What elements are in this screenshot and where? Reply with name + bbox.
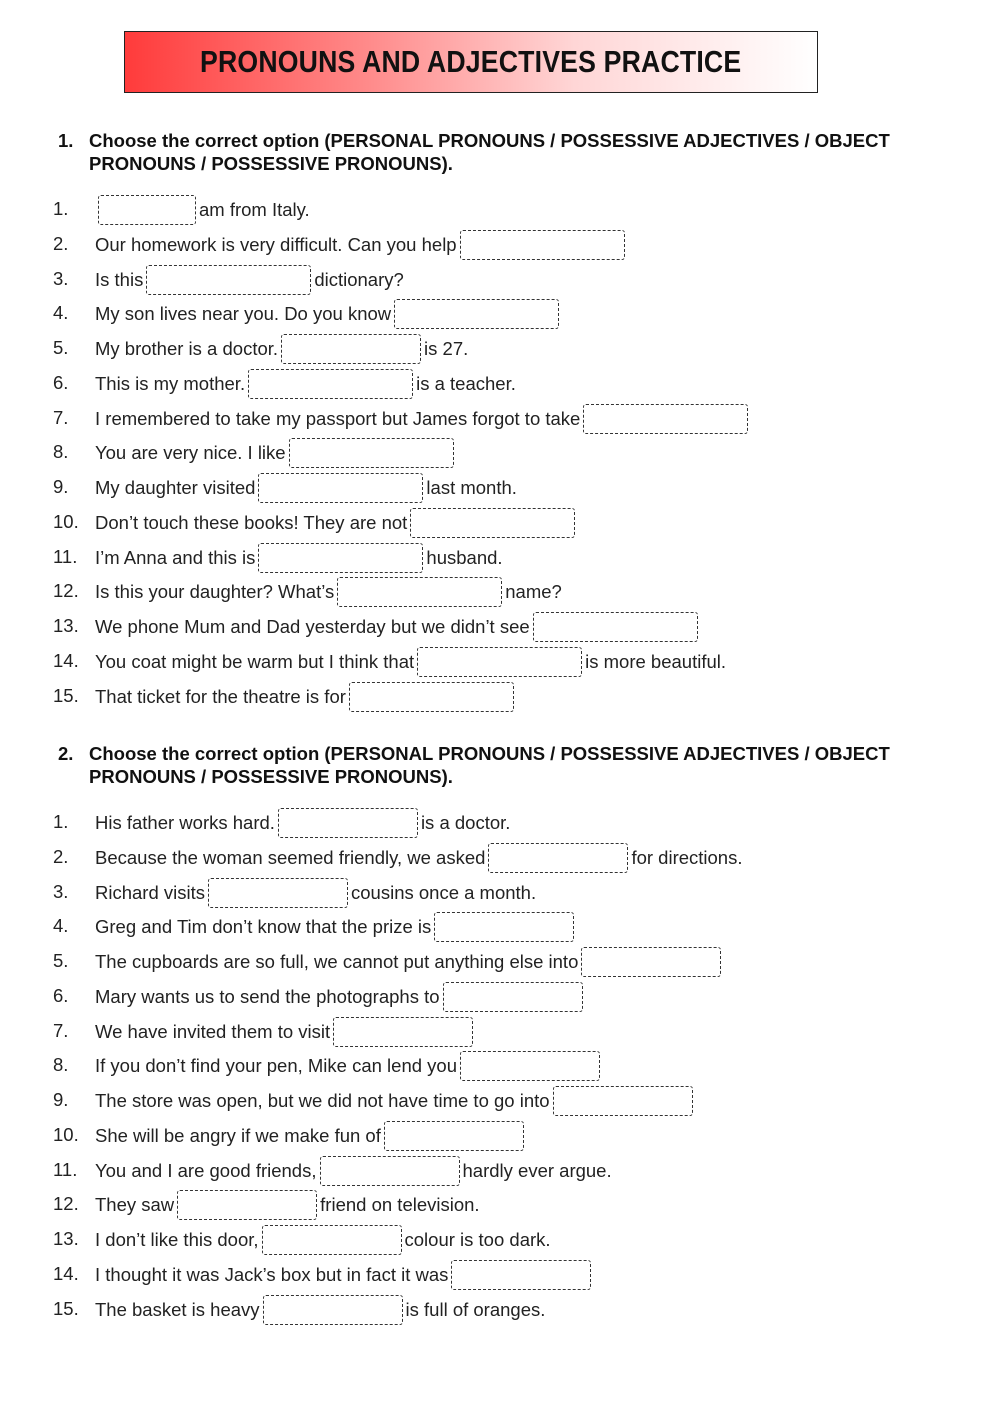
answer-blank-input[interactable] bbox=[443, 982, 583, 1012]
item-number: 6. bbox=[53, 371, 69, 393]
exercise-row bbox=[0, 1223, 1000, 1257]
exercise-row bbox=[0, 910, 1000, 944]
item-number: 14. bbox=[53, 649, 79, 671]
answer-blank-input[interactable] bbox=[262, 1225, 402, 1255]
sentence bbox=[95, 980, 586, 1014]
item-number: 4. bbox=[53, 915, 69, 937]
exercise-row bbox=[0, 645, 1000, 679]
title-banner bbox=[124, 31, 818, 93]
item-number: 3. bbox=[53, 267, 69, 289]
sentence-before-blank: The cupboards are so full, we cannot put anything else into bbox=[95, 951, 579, 972]
exercise-row bbox=[0, 332, 1000, 366]
sentence-before-blank: Richard visits bbox=[95, 881, 205, 903]
exercise-row bbox=[0, 1154, 1000, 1188]
sentence bbox=[95, 1223, 551, 1257]
sentence-before-blank: Our homework is very difficult. Can you help bbox=[95, 233, 457, 255]
exercise-row bbox=[0, 193, 1000, 227]
section-instruction: Choose the correct option (PERSONAL PRONOUNS / POSSESSIVE ADJECTIVES / OBJECT PRONOUNS / POSSESSIVE PRONOUNS). bbox=[89, 743, 890, 787]
sentence-before-blank: I thought it was Jack’s box but in fact it was bbox=[95, 1263, 449, 1285]
answer-blank-input[interactable] bbox=[98, 195, 196, 225]
sentence bbox=[95, 541, 503, 575]
sentence-before-blank: I’m Anna and this is bbox=[95, 546, 256, 568]
item-number: 7. bbox=[53, 406, 69, 428]
item-number: 10. bbox=[53, 1123, 79, 1145]
sentence-after-blank: is 27. bbox=[424, 338, 469, 359]
exercise-row bbox=[0, 297, 1000, 331]
item-number: 7. bbox=[53, 1019, 69, 1041]
sentence-before-blank: His father works hard. bbox=[95, 812, 275, 833]
sentence-after-blank: for directions. bbox=[631, 846, 743, 868]
exercise-row bbox=[0, 228, 1000, 262]
sentence-before-blank: Greg and Tim don’t know that the prize is bbox=[95, 916, 432, 938]
sentence bbox=[95, 436, 457, 470]
answer-blank-input[interactable] bbox=[320, 1156, 460, 1186]
sentence-before-blank: Mary wants us to send the photographs to bbox=[95, 985, 440, 1007]
sentence-before-blank: They saw bbox=[95, 1194, 175, 1216]
section-number: 1. bbox=[58, 130, 74, 151]
exercise-row bbox=[0, 876, 1000, 910]
sentence-after-blank: is a teacher. bbox=[416, 372, 516, 394]
answer-blank-input[interactable] bbox=[384, 1121, 524, 1151]
sentence bbox=[95, 841, 742, 875]
item-number: 11. bbox=[53, 1158, 78, 1180]
answer-blank-input[interactable] bbox=[208, 878, 348, 908]
item-number: 14. bbox=[53, 1262, 79, 1284]
item-number: 13. bbox=[53, 615, 79, 636]
sentence-before-blank: The basket is heavy bbox=[95, 1298, 260, 1320]
item-number: 9. bbox=[53, 476, 69, 497]
sentence-before-blank: Is this bbox=[95, 268, 144, 290]
sentence-after-blank: name? bbox=[505, 581, 562, 603]
sentence-after-blank: colour is too dark. bbox=[404, 1229, 551, 1250]
sentence bbox=[95, 228, 628, 262]
sentence-after-blank: is more beautiful. bbox=[585, 650, 727, 672]
item-number: 1. bbox=[53, 198, 69, 219]
sentence-after-blank: am from Italy. bbox=[199, 199, 310, 220]
sentence bbox=[95, 506, 578, 540]
sentence bbox=[95, 1049, 603, 1083]
sentence-before-blank: This is my mother. bbox=[95, 372, 246, 394]
sentence-after-blank: dictionary? bbox=[314, 268, 404, 290]
answer-blank-input[interactable] bbox=[281, 334, 421, 364]
answer-blank-input[interactable] bbox=[258, 543, 423, 573]
item-number: 12. bbox=[53, 1193, 79, 1215]
sentence bbox=[95, 1084, 696, 1118]
item-number: 2. bbox=[53, 845, 69, 867]
exercise-row bbox=[0, 1188, 1000, 1222]
sentence bbox=[95, 680, 517, 714]
answer-blank-input[interactable] bbox=[146, 265, 311, 295]
sentence-before-blank: We have invited them to visit bbox=[95, 1020, 331, 1042]
sentence-after-blank: friend on television. bbox=[320, 1194, 480, 1216]
sentence bbox=[95, 297, 562, 331]
answer-blank-input[interactable] bbox=[333, 1017, 473, 1047]
sentence-after-blank: is a doctor. bbox=[420, 812, 511, 833]
sentence bbox=[95, 1154, 612, 1188]
item-number: 8. bbox=[53, 441, 69, 463]
answer-blank-input[interactable] bbox=[410, 508, 575, 538]
sentence bbox=[95, 610, 701, 644]
sentence-before-blank: The store was open, but we did not have time to go into bbox=[95, 1090, 550, 1111]
item-number: 5. bbox=[53, 950, 69, 971]
sentence bbox=[95, 1188, 480, 1222]
exercise-row bbox=[0, 1258, 1000, 1292]
section-1-heading bbox=[58, 129, 938, 175]
exercise-row bbox=[0, 1015, 1000, 1049]
exercise-row bbox=[0, 1049, 1000, 1083]
sentence bbox=[95, 1015, 476, 1049]
answer-blank-input[interactable] bbox=[583, 404, 748, 434]
sentence-before-blank: You are very nice. I like bbox=[95, 442, 286, 464]
sentence-after-blank: husband. bbox=[426, 546, 503, 568]
item-number: 13. bbox=[53, 1228, 79, 1249]
exercise-row bbox=[0, 506, 1000, 540]
item-number: 8. bbox=[53, 1054, 69, 1076]
item-number: 15. bbox=[53, 684, 79, 706]
exercise-row bbox=[0, 541, 1000, 575]
sentence-before-blank: You and I are good friends, bbox=[95, 1159, 317, 1181]
answer-blank-input[interactable] bbox=[460, 230, 625, 260]
sentence-before-blank: Because the woman seemed friendly, we asked bbox=[95, 846, 486, 868]
answer-blank-input[interactable] bbox=[553, 1086, 693, 1116]
exercise-row bbox=[0, 263, 1000, 297]
sentence bbox=[95, 645, 726, 679]
sentence bbox=[95, 1258, 594, 1292]
sentence-before-blank: My daughter visited bbox=[95, 477, 256, 498]
answer-blank-input[interactable] bbox=[533, 612, 698, 642]
answer-blank-input[interactable] bbox=[349, 682, 514, 712]
exercise-row bbox=[0, 980, 1000, 1014]
sentence-after-blank: hardly ever argue. bbox=[462, 1159, 612, 1181]
sentence-before-blank: She will be angry if we make fun of bbox=[95, 1124, 381, 1146]
sentence bbox=[95, 575, 562, 609]
sentence-before-blank: I remembered to take my passport but James forgot to take bbox=[95, 407, 581, 429]
sentence-before-blank: That ticket for the theatre is for bbox=[95, 685, 346, 707]
sentence bbox=[95, 402, 751, 436]
answer-blank-input[interactable] bbox=[258, 473, 423, 503]
exercise-row bbox=[0, 841, 1000, 875]
answer-blank-input[interactable] bbox=[337, 577, 502, 607]
sentence bbox=[95, 945, 724, 979]
item-number: 11. bbox=[53, 545, 78, 567]
item-number: 2. bbox=[53, 232, 69, 254]
answer-blank-input[interactable] bbox=[289, 438, 454, 468]
answer-blank-input[interactable] bbox=[488, 843, 628, 873]
sentence-before-blank: I don’t like this door, bbox=[95, 1229, 259, 1250]
section-2-heading bbox=[58, 742, 938, 788]
exercise-row bbox=[0, 1119, 1000, 1153]
exercise-row bbox=[0, 575, 1000, 609]
section-number: 2. bbox=[58, 743, 74, 764]
item-number: 15. bbox=[53, 1297, 79, 1319]
exercise-row bbox=[0, 1084, 1000, 1118]
answer-blank-input[interactable] bbox=[177, 1190, 317, 1220]
sentence bbox=[95, 263, 404, 297]
exercise-row bbox=[0, 945, 1000, 979]
sentence bbox=[95, 471, 517, 505]
item-number: 1. bbox=[53, 811, 69, 832]
sentence bbox=[95, 910, 577, 944]
item-number: 12. bbox=[53, 580, 79, 602]
answer-blank-input[interactable] bbox=[460, 1051, 600, 1081]
sentence bbox=[95, 367, 516, 401]
exercise-row bbox=[0, 367, 1000, 401]
sentence-before-blank: If you don’t find your pen, Mike can lend you bbox=[95, 1055, 457, 1077]
answer-blank-input[interactable] bbox=[263, 1295, 403, 1325]
exercise-row bbox=[0, 806, 1000, 840]
sentence bbox=[95, 332, 468, 366]
sentence bbox=[95, 1119, 527, 1153]
item-number: 9. bbox=[53, 1089, 69, 1110]
exercise-row bbox=[0, 680, 1000, 714]
sentence-before-blank: My brother is a doctor. bbox=[95, 338, 279, 359]
sentence bbox=[95, 806, 510, 840]
sentence bbox=[95, 193, 310, 227]
sentence-before-blank: You coat might be warm but I think that bbox=[95, 650, 415, 672]
exercise-row bbox=[0, 436, 1000, 470]
exercise-row bbox=[0, 402, 1000, 436]
sentence-before-blank: Don’t touch these books! They are not bbox=[95, 511, 408, 533]
answer-blank-input[interactable] bbox=[451, 1260, 591, 1290]
item-number: 10. bbox=[53, 510, 79, 532]
answer-blank-input[interactable] bbox=[417, 647, 582, 677]
sentence bbox=[95, 1293, 545, 1327]
item-number: 4. bbox=[53, 302, 69, 324]
item-number: 5. bbox=[53, 337, 69, 358]
exercise-row bbox=[0, 471, 1000, 505]
sentence-before-blank: My son lives near you. Do you know bbox=[95, 303, 392, 325]
answer-blank-input[interactable] bbox=[394, 299, 559, 329]
sentence-after-blank: last month. bbox=[426, 477, 517, 498]
page-title: PRONOUNS AND ADJECTIVES PRACTICE bbox=[200, 44, 742, 79]
item-number: 3. bbox=[53, 880, 69, 902]
exercise-row bbox=[0, 610, 1000, 644]
sentence bbox=[95, 876, 536, 910]
answer-blank-input[interactable] bbox=[248, 369, 413, 399]
answer-blank-input[interactable] bbox=[278, 808, 418, 838]
item-number: 6. bbox=[53, 984, 69, 1006]
sentence-after-blank: is full of oranges. bbox=[405, 1298, 546, 1320]
exercise-row bbox=[0, 1293, 1000, 1327]
answer-blank-input[interactable] bbox=[581, 947, 721, 977]
section-instruction: Choose the correct option (PERSONAL PRONOUNS / POSSESSIVE ADJECTIVES / OBJECT PRONOUNS / POSSESSIVE PRONOUNS). bbox=[89, 130, 890, 174]
sentence-before-blank: Is this your daughter? What’s bbox=[95, 581, 335, 603]
sentence-before-blank: We phone Mum and Dad yesterday but we didn’t see bbox=[95, 616, 530, 637]
sentence-after-blank: cousins once a month. bbox=[351, 881, 537, 903]
answer-blank-input[interactable] bbox=[434, 912, 574, 942]
